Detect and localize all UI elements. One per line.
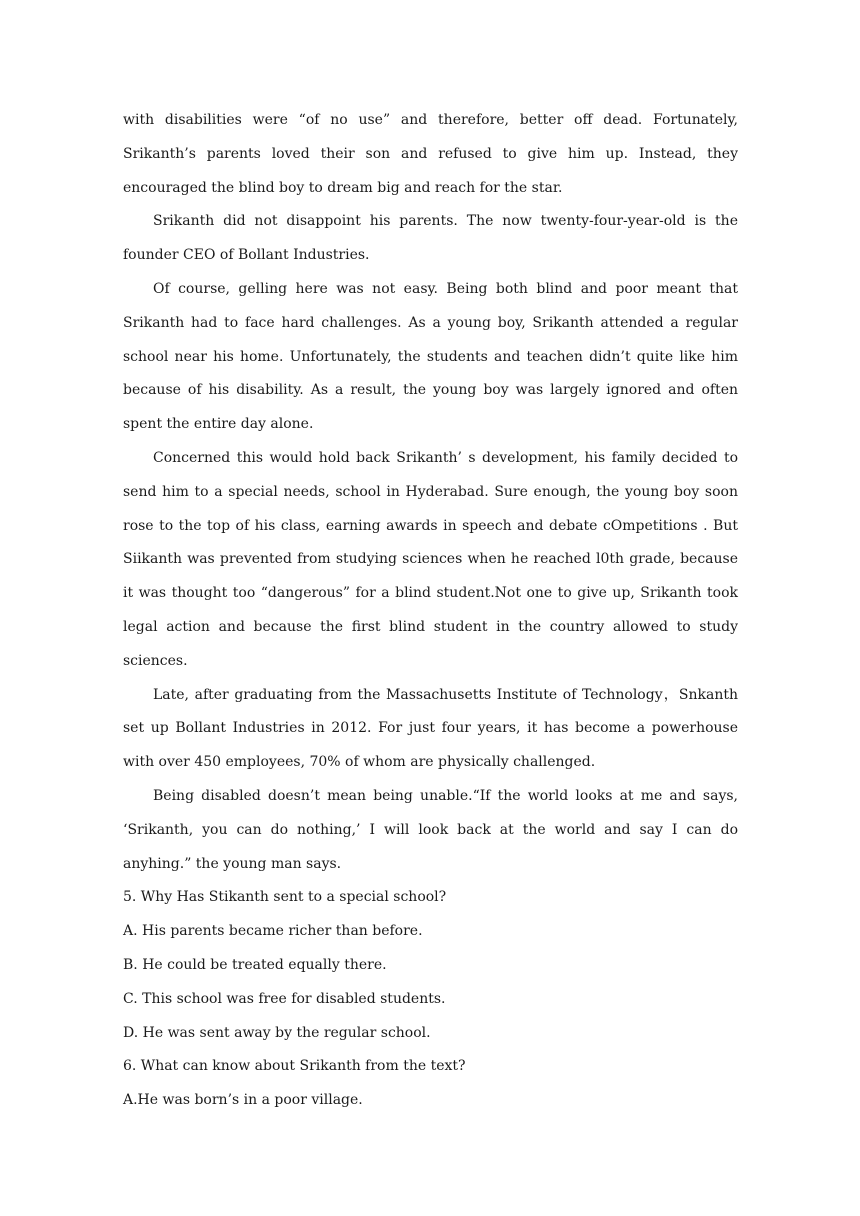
question-6-option-a: A.He was born’s in a poor village. <box>123 1092 363 1109</box>
paragraph-3: Of course, gelling here was not easy. Being both blind and poor meant that Srikanth had to face hard challenges. As a young boy, Srikanth attended a regular school near his home. Unfortunately, the students and teachen didn’t quite like him because of his disability. As a result, the young boy was largely ignored and often spent the entire day alone. <box>123 280 738 433</box>
paragraph-4: Concerned this would hold back Srikanth’ s development, his family decided to send him to a special needs, school in Hyderabad. Sure enough, the young boy soon rose to the top of his class, earning awards in speech and debate cOmpetitions . But Siikanth was prevented from studying sciences when he reached l0th grade, because it was thought too “dangerous” for a blind student.Not one to give up, Srikanth took legal action and because the first blind student in the country allowed to study sciences. <box>123 449 738 669</box>
question-5-option-b: B. He could be treated equally there. <box>123 956 387 973</box>
question-5-option-c: C. This school was free for disabled students. <box>123 990 446 1007</box>
paragraph-5: Late, after graduating from the Massachusetts Institute of Technology，Snkanth set up Bollant Industries in 2012. For just four years, it has become a powerhouse with over 450 employees, 70% of whom are physically challenged. <box>123 686 738 771</box>
document-page <box>123 104 738 1118</box>
paragraph-2: Srikanth did not disappoint his parents. The now twenty-four-year-old is the founder CEO of Bollant Industries. <box>123 213 738 264</box>
paragraph-6: Being disabled doesn’t mean being unable.“If the world looks at me and says, ‘Srikanth, you can do nothing,’ I will look back at the world and say I can do anyhing.” the young man says. <box>123 787 738 872</box>
question-5: 5. Why Has Stikanth sent to a special school? <box>123 889 447 906</box>
paragraph-1: with disabilities were “of no use” and therefore, better off dead. Fortunately, Srikanth’s parents loved their son and refused to give him up. Instead, they encouraged the blind boy to dream big and reach for the star. <box>123 112 738 196</box>
question-6: 6. What can know about Srikanth from the text? <box>123 1058 466 1075</box>
question-5-option-a: A. His parents became richer than before. <box>123 923 423 940</box>
question-5-option-d: D. He was sent away by the regular school. <box>123 1024 431 1041</box>
